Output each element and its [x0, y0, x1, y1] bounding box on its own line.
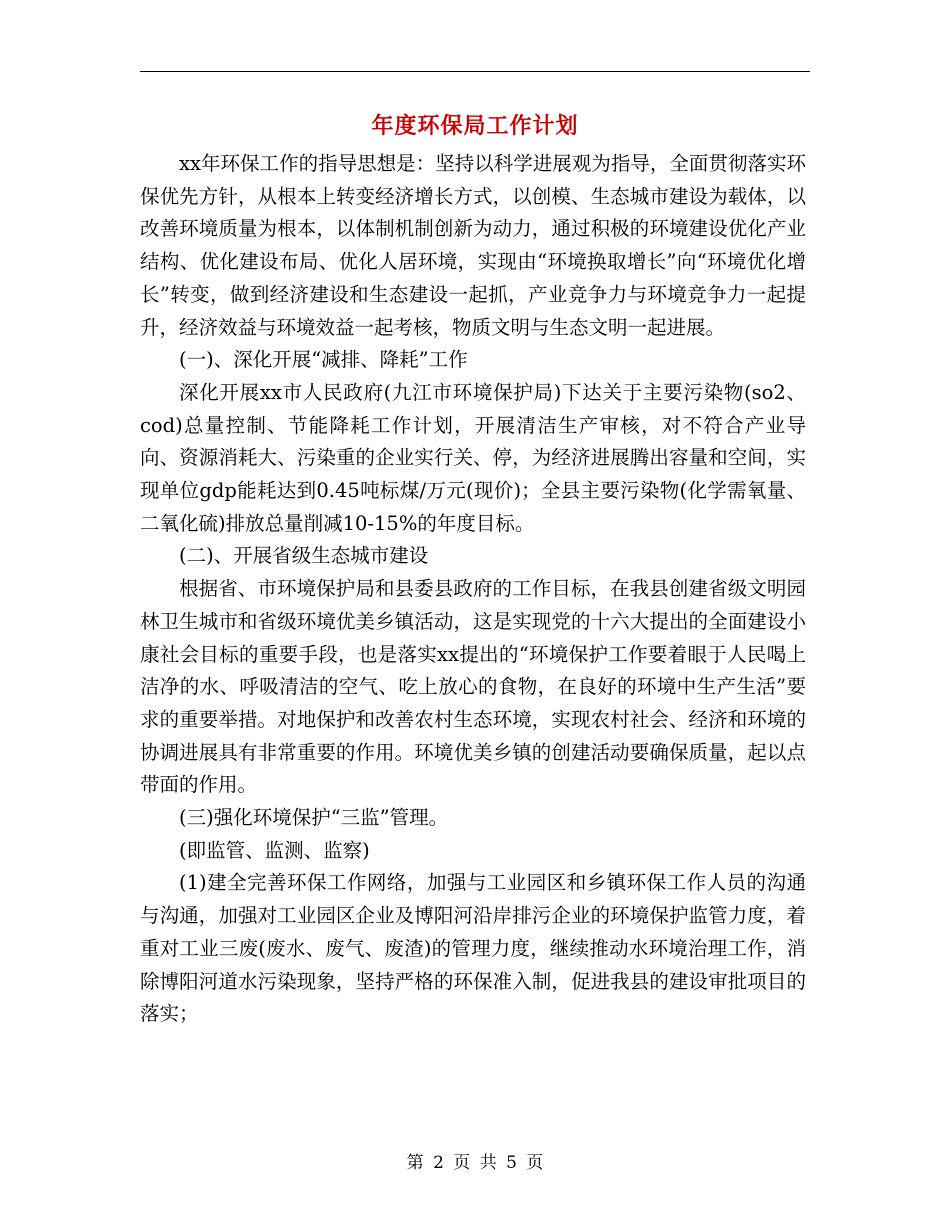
header-rule: [140, 71, 810, 72]
paragraph-ecological-city: 根据省、市环境保护局和县委县政府的工作目标，在我县创建省级文明园林卫生城市和省级环境优美乡镇活动，这是实现党的十六大提出的全面建设小康社会目标的重要手段，也是落实xx提出的“环境保护工作要着眼于人民喝上洁净的水、呼吸清洁的空气、吃上放心的食物，在良好的环境中生产生活”要求的重要举措。对地保护和改善农村生态环境，实现农村社会、经济和环境的协调进展具有非常重要的作用。环境优美乡镇的创建活动要确保质量，起以点带面的作用。: [140, 577, 806, 797]
document-title: 年度环保局工作计划: [371, 113, 579, 139]
section-heading-2: (二)、开展省级生态城市建设: [179, 544, 429, 568]
page-number-footer: 第 2 页 共 5 页: [406, 1153, 544, 1173]
document-body: [140, 148, 806, 1031]
paragraph-emission-reduction: 深化开展xx市人民政府(九江市环境保护局)下达关于主要污染物(so2、cod)总量控制、节能降耗工作计划，开展清洁生产审核，对不符合产业导向、资源消耗大、污染重的企业实行关、停，为经济进展腾出容量和空间，实现单位gdp能耗达到0.45吨标煤/万元(现价)；全县主要污染物(化学需氧量、二氧化硫)排放总量削减10-15%的年度目标。: [140, 380, 806, 535]
paragraph-network-item-1: (1)建全完善环保工作网络，加强与工业园区和乡镇环保工作人员的沟通与沟通，加强对工业园区企业及博阳河沿岸排污企业的环境保护监管力度，着重对工业三废(废水、废气、废渣)的管理力度，继续推动水环境治理工作，消除博阳河道水污染现象，坚持严格的环保准入制，促进我县的建设审批项目的落实；: [140, 871, 806, 1026]
paragraph-guiding-thought: xx年环保工作的指导思想是：坚持以科学进展观为指导，全面贯彻落实环保优先方针，从根本上转变经济增长方式，以创模、生态城市建设为载体，以改善环境质量为根本，以体制机制创新为动力，通过积极的环境建设优化产业结构、优化建设布局、优化人居环境，实现由“环境换取增长”向“环境优化增长”转变，做到经济建设和生态建设一起抓，产业竞争力与环境竞争力一起提升，经济效益与环境效益一起考核，物质文明与生态文明一起进展。: [140, 152, 806, 339]
section-heading-1: (一)、深化开展“减排、降耗”工作: [179, 348, 468, 372]
section-subheading-3: (即监管、监测、监察): [179, 838, 370, 862]
section-heading-3: (三)强化环境保护“三监”管理。: [179, 806, 449, 830]
